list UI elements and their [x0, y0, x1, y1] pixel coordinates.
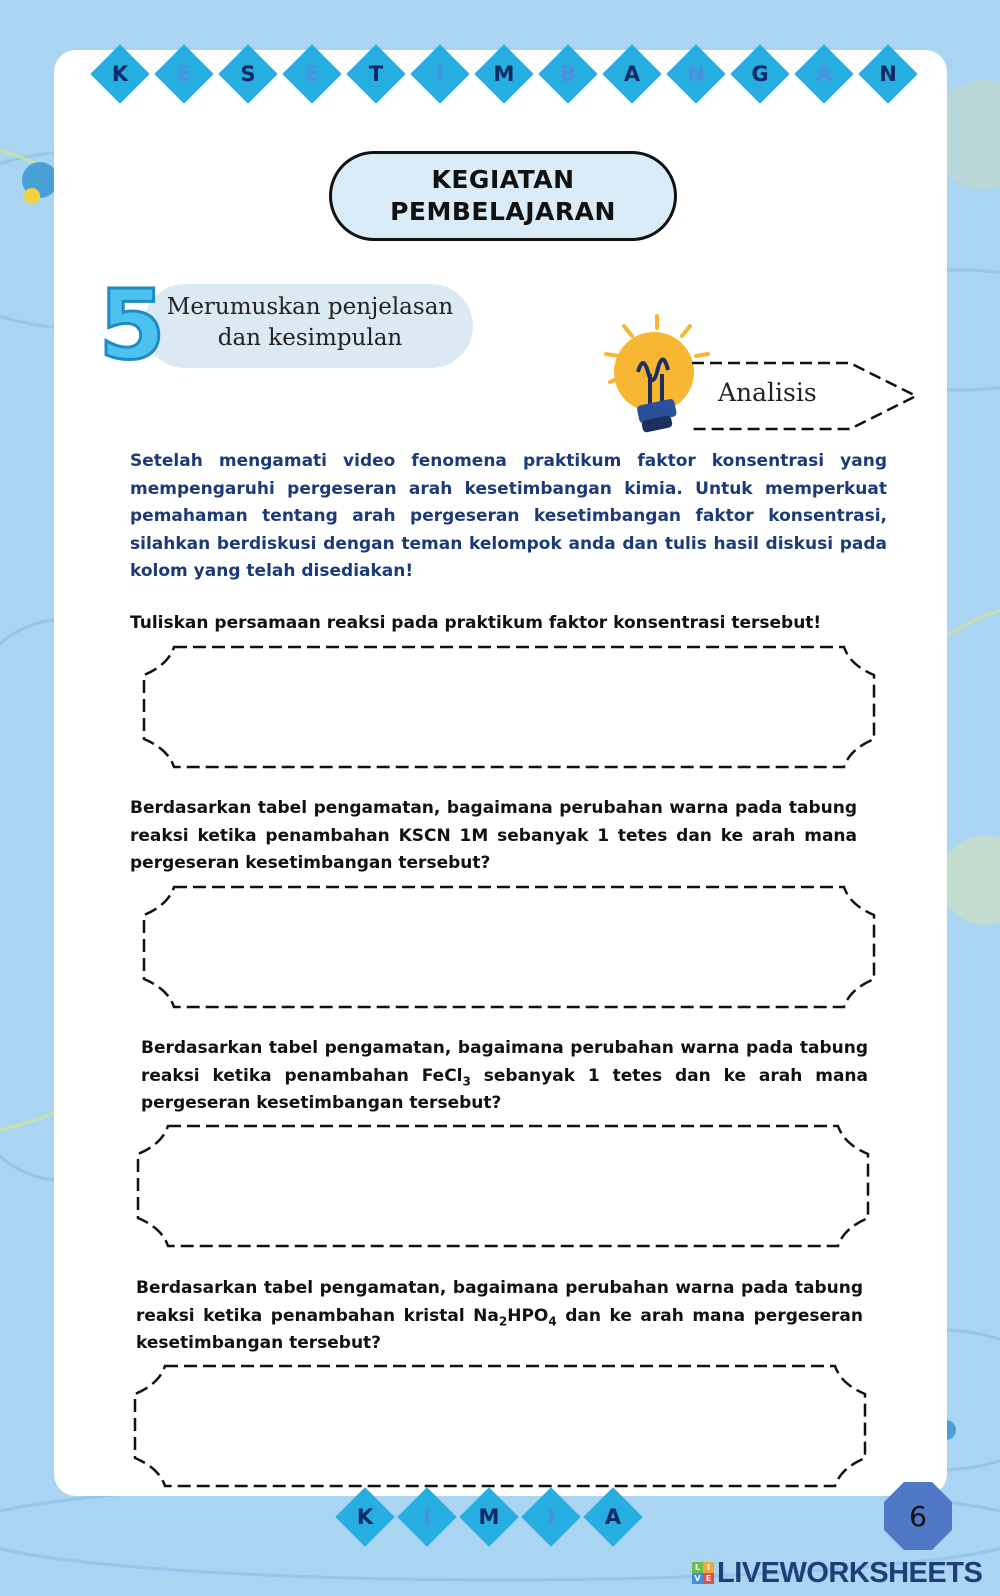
answer-box-4[interactable]: [133, 1364, 867, 1488]
liveworksheets-logo: [692, 1556, 992, 1590]
header-letter: N: [879, 62, 897, 86]
header-letter: I: [436, 62, 444, 86]
header-diamond-10: [729, 43, 791, 105]
question-3-text-b: sebanyak 1 tetes dan ke arah mana pergeseran kesetimbangan tersebut?: [141, 1065, 868, 1114]
liveworksheets-text: LIVEWORKSHEETS: [717, 1556, 983, 1589]
footer-letter: M: [478, 1505, 500, 1529]
footer-diamond-3: [520, 1486, 582, 1548]
header-diamond-1: [153, 43, 215, 105]
question-4-subscript-a: 2: [498, 1313, 508, 1328]
header-diamond-9: [665, 43, 727, 105]
section-title-line2: PEMBELAJARAN: [390, 197, 616, 226]
footer-diamond-2: [458, 1486, 520, 1548]
header-title-diamonds: [89, 43, 921, 105]
header-letter: S: [240, 62, 256, 86]
header-letter: N: [687, 62, 705, 86]
question-3: [141, 1035, 868, 1118]
footer-letter: I: [547, 1505, 555, 1529]
header-letter: E: [176, 62, 192, 86]
header-letter: A: [815, 62, 833, 86]
section-title-line1: KEGIATAN: [431, 165, 575, 194]
step-title-line2: dan kesimpulan: [217, 325, 403, 351]
page-number: 6: [909, 1499, 927, 1533]
question-4-text-a: Berdasarkan tabel pengamatan, bagaimana perubahan warna pada tabung reaksi ketika penambahan kristal Na: [136, 1278, 863, 1326]
header-diamond-3: [281, 43, 343, 105]
step-number: 5: [98, 276, 166, 376]
question-3-subscript: 3: [462, 1073, 471, 1088]
header-letter: E: [304, 62, 320, 86]
step-title-line1: Merumuskan penjelasan: [166, 294, 454, 320]
footer-letter: I: [423, 1505, 431, 1529]
question-4-text-mid: HPO: [507, 1305, 549, 1326]
step-title: [160, 292, 460, 354]
footer-diamond-1: [396, 1486, 458, 1548]
header-diamond-4: [345, 43, 407, 105]
footer-diamond-0: [334, 1486, 396, 1548]
intro-paragraph: Setelah mengamati video fenomena praktikum faktor konsentrasi yang mempengaruhi pergeseran arah kesetimbangan kimia. Untuk memperkuat pemahaman tentang arah pergeseran kesetimbangan faktor konsentrasi, silahkan berdiskusi dengan teman kelompok anda dan tulis hasil diskusi pada kolom yang telah disediakan!: [130, 451, 887, 582]
header-diamond-5: [409, 43, 471, 105]
header-diamond-6: [473, 43, 535, 105]
header-diamond-12: [857, 43, 919, 105]
question-2: Berdasarkan tabel pengamatan, bagaimana perubahan warna pada tabung reaksi ketika penambahan KSCN 1M sebanyak 1 tetes dan ke arah mana pergeseran kesetimbangan tersebut?: [130, 798, 857, 874]
answer-box-2[interactable]: [142, 885, 876, 1009]
header-letter: G: [751, 62, 769, 86]
section-title: [329, 151, 677, 241]
question-4-text-b: dan ke arah mana pergeseran kesetimbangan tersebut?: [136, 1305, 864, 1354]
answer-box-1[interactable]: [142, 645, 876, 769]
header-letter: M: [493, 62, 515, 86]
liveworksheets-logo-icon: L I V E: [692, 1562, 714, 1584]
header-diamond-8: [601, 43, 663, 105]
header-letter: T: [368, 62, 384, 86]
footer-letter: K: [356, 1505, 374, 1529]
header-diamond-2: [217, 43, 279, 105]
footer-letter: A: [604, 1505, 622, 1529]
header-diamond-11: [793, 43, 855, 105]
question-3-text-a: Berdasarkan tabel pengamatan, bagaimana perubahan warna pada tabung reaksi ketika penambahan FeCl: [141, 1038, 868, 1086]
header-letter: K: [111, 62, 129, 86]
question-4: [136, 1275, 863, 1358]
answer-box-3[interactable]: [136, 1124, 870, 1248]
header-letter: A: [623, 62, 641, 86]
footer-diamond-4: [582, 1486, 644, 1548]
header-letter: B: [559, 62, 576, 86]
question-1: Tuliskan persamaan reaksi pada praktikum faktor konsentrasi tersebut!: [130, 613, 822, 633]
page-number-badge: [882, 1480, 954, 1552]
footer-kimia-diamonds: [334, 1486, 644, 1548]
header-diamond-0: [89, 43, 151, 105]
header-diamond-7: [537, 43, 599, 105]
question-4-subscript-b: 4: [548, 1313, 557, 1328]
analisis-label: Analisis: [718, 378, 817, 407]
